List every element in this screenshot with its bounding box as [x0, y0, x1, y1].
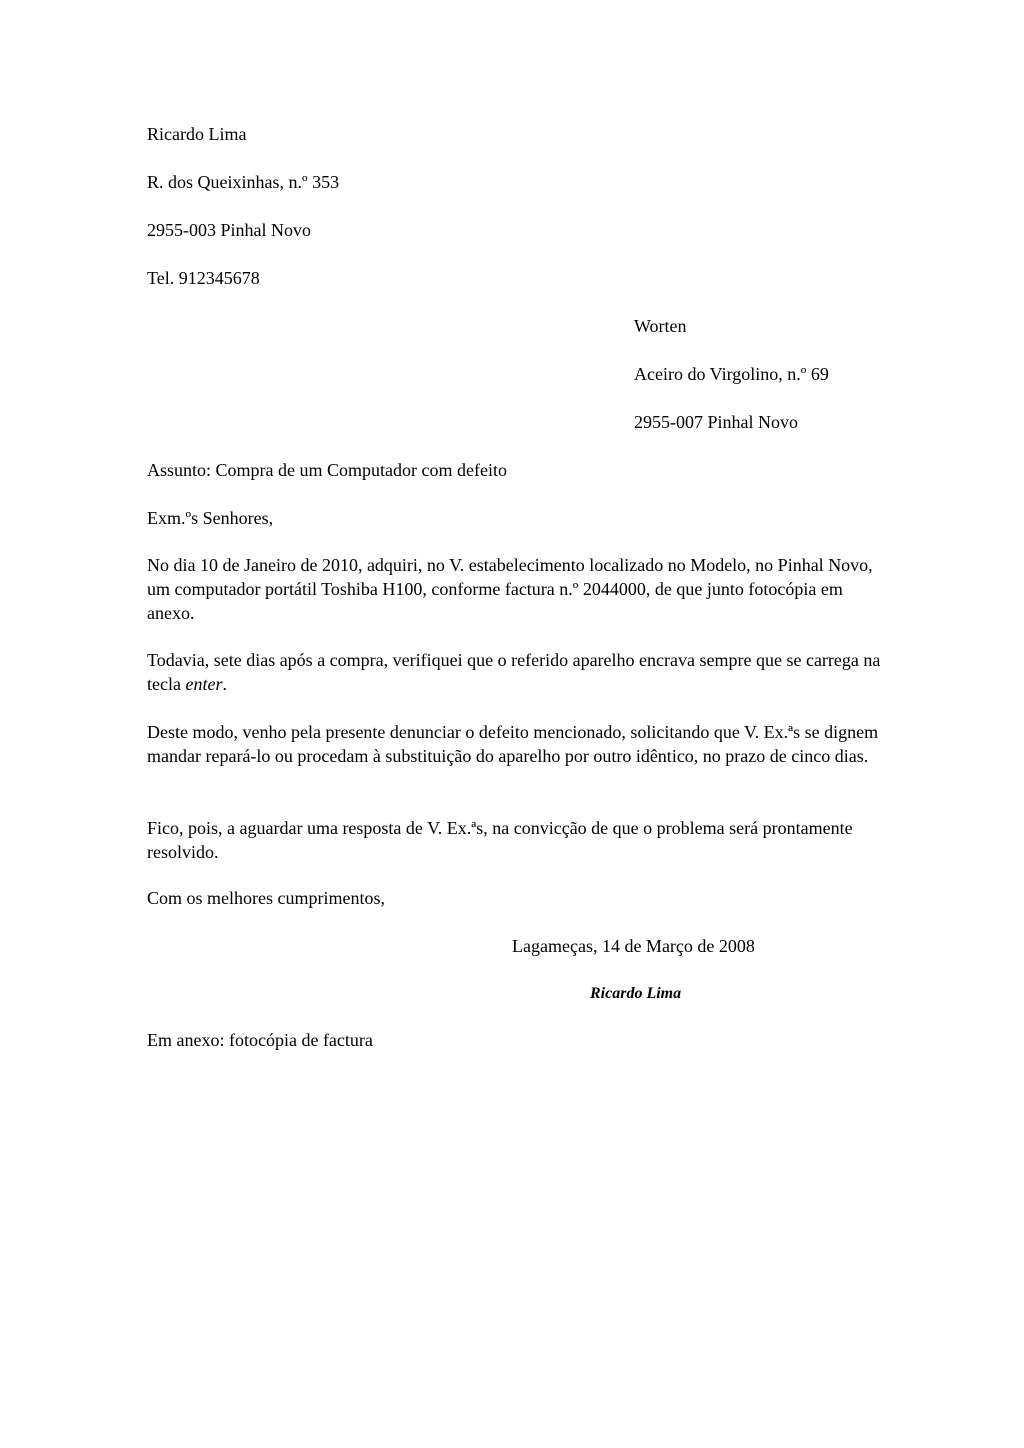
salutation: Exm.ºs Senhores, [147, 508, 274, 528]
body-paragraph-2-end: . [222, 674, 227, 694]
recipient-street: Aceiro do Virgolino, n.º 69 [634, 364, 829, 384]
body-paragraph-2 [147, 648, 887, 696]
recipient-name: Worten [634, 316, 687, 336]
sender-phone: Tel. 912345678 [147, 268, 260, 288]
closing: Com os melhores cumprimentos, [147, 888, 385, 908]
recipient-postal: 2955-007 Pinhal Novo [634, 412, 798, 432]
body-paragraph-3: Deste modo, venho pela presente denunciar o defeito mencionado, solicitando que V. Ex.ªs se dignem mandar repará-lo ou procedam à substituição do aparelho por outro idêntico, no prazo de cinco dias. [147, 722, 879, 766]
subject-line: Assunto: Compra de um Computador com defeito [147, 460, 507, 480]
place-date: Lagameças, 14 de Março de 2008 [512, 936, 755, 956]
attachment-note: Em anexo: fotocópia de factura [147, 1030, 373, 1050]
sender-street: R. dos Queixinhas, n.º 353 [147, 172, 340, 192]
enter-key-term: enter [185, 674, 223, 694]
body-paragraph-4: Fico, pois, a aguardar uma resposta de V. Ex.ªs, na convicção de que o problema será prontamente resolvido. [147, 818, 853, 862]
signature: Ricardo Lima [590, 985, 682, 1002]
body-paragraph-1: No dia 10 de Janeiro de 2010, adquiri, no V. estabelecimento localizado no Modelo, no Pinhal Novo, um computador portátil Toshiba H100, conforme factura n.º 2044000, de que junto fotocópia em anexo. [147, 555, 873, 623]
body-paragraph-2-text: Todavia, sete dias após a compra, verifiquei que o referido aparelho encrava sempre que se carrega na tecla [147, 650, 881, 694]
sender-postal: 2955-003 Pinhal Novo [147, 220, 311, 240]
sender-name: Ricardo Lima [147, 124, 247, 144]
